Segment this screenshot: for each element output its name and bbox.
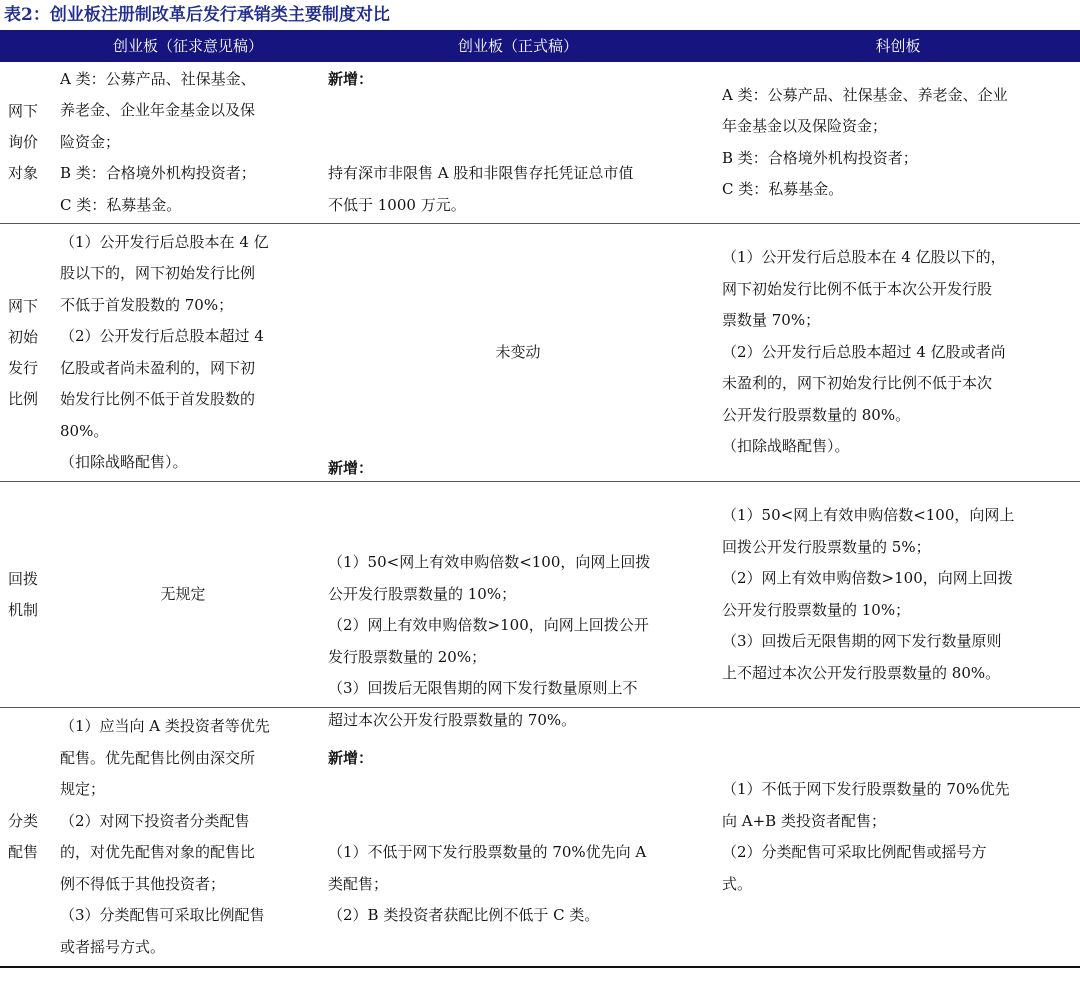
draft-cell: （1）公开发行后总股本在 4 亿 股以下的，网下初始发行比例 不低于首发股数的 70%； （2）公开发行后总股本超过 4 亿股或者尚未盈利的，网下初 始发行比例不低于首发股数的 80%。 （扣除战略配售）。	[60, 232, 269, 471]
table-title: 表2：创业板注册制改革后发行承销类主要制度对比	[4, 5, 390, 25]
table-row	[0, 62, 1080, 224]
final-cell: 新增： 持有深市非限售 A 股和非限售存托凭证总市值 不低于 1000 万元。	[320, 62, 712, 223]
draft-cell: A 类：公募产品、社保基金、 养老金、企业年金基金以及保 险资金； B 类：合格境外机构投资者； C 类：私募基金。	[60, 69, 256, 214]
header-draft: 创业板（征求意见稿）	[112, 37, 263, 55]
star-cell: （1）不低于网下发行股票数量的 70%优先 向 A+B 类投资者配售； （2）分类配售可采取比例配售或摇号方 式。	[722, 780, 1010, 893]
row-label: 回拨机制	[8, 569, 39, 619]
row-label: 网下询价对象	[8, 102, 39, 182]
draft-cell: 无规定	[160, 584, 206, 603]
row-label: 网下初始发行比例	[8, 296, 39, 408]
new-heading: 新增：	[328, 458, 374, 477]
header-final: 创业板（正式稿）	[457, 37, 578, 55]
star-cell: （1）公开发行后总股本在 4 亿股以下的， 网下初始发行比例不低于本次公开发行股 票数量 70%； （2）公开发行后总股本超过 4 亿股或者尚 未盈利的，网下初始发行比例不低于本次 公开发行股票数量的 80%。 （扣除战略配售）。	[722, 248, 1006, 456]
table-row	[0, 708, 1080, 968]
header-star-market: 科创板	[875, 37, 921, 55]
star-cell: （1）50<网上有效申购倍数<100，向网上 回拨公开发行股票数量的 5%； （2）网上有效申购倍数>100，向网上回拨 公开发行股票数量的 10%； （3）回拨后无限售期的网下发行数量原则 上不超过本次公开发行股票数量的 80%。	[722, 506, 1015, 682]
draft-cell: （1）应当向 A 类投资者等优先 配售。优先配售比例由深交所 规定； （2）对网下投资者分类配售 的，对优先配售对象的配售比 例不得低于其他投资者； （3）分类配售可采取比例配售 或者摇号方式。	[60, 717, 270, 956]
row-label: 分类配售	[8, 812, 39, 861]
final-cell: 新增： （1）不低于网下发行股票数量的 70%优先向 A 类配售； （2）B 类投资者获配比例不低于 C 类。	[320, 708, 712, 966]
table-row	[0, 458, 1080, 729]
final-cell: 新增： （1）50<网上有效申购倍数<100，向网上回拨 公开发行股票数量的 10%； （2）网上有效申购倍数>100，向网上回拨公开 发行股票数量的 20%； （3）回拨后无限售期的网下发行数量原则上不 超过本次公开发行股票数量的 70%。	[320, 482, 712, 707]
new-heading: 新增：	[328, 69, 374, 88]
new-heading: 新增：	[328, 748, 374, 767]
star-cell: A 类：公募产品、社保基金、养老金、企业 年金基金以及保险资金； B 类：合格境外机构投资者； C 类：私募基金。	[722, 85, 1008, 198]
final-cell: 未变动	[495, 342, 541, 361]
